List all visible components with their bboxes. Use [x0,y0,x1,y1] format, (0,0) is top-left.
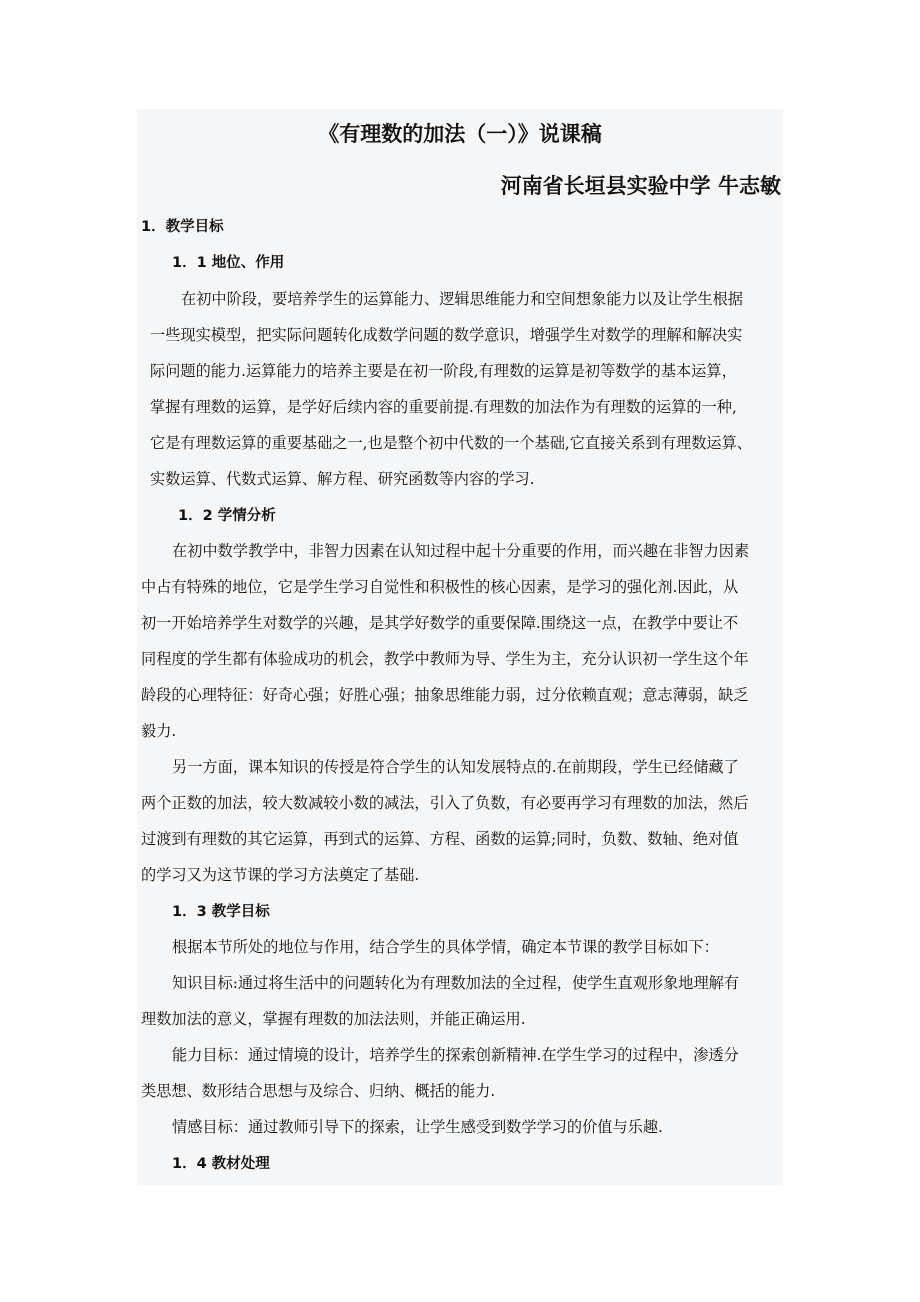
heading-student-analysis: 1．2 学情分析 [178,508,276,524]
paragraph-line: 情感目标：通过教师引导下的探索，让学生感受到数学学习的价值与乐趣. [172,1118,663,1136]
heading-teaching-objectives: 1．3 教学目标 [172,904,270,920]
paragraph-line: 另一方面，课本知识的传授是符合学生的认知发展特点的.在前期段，学生已经储藏了 [172,758,739,776]
paragraph-line: 它是有理数运算的重要基础之一,也是整个初中代数的一个基础,它直接关系到有理数运算、 [150,434,752,452]
paragraph-line: 初一开始培养学生对数学的兴趣，是其学好数学的重要保障.围绕这一点，在教学中要让不 [141,614,739,632]
paragraph-line: 同程度的学生都有体验成功的机会，教学中教师为导、学生为主，充分认识初一学生这个年 [141,650,749,668]
heading-position-role: 1．1 地位、作用 [172,255,285,271]
paragraph-line: 龄段的心理特征：好奇心强；好胜心强；抽象思维能力弱，过分依赖直观；意志薄弱，缺乏 [141,686,749,704]
document-title: 《有理数的加法（一）》说课稿 [318,122,602,146]
paragraph-line: 掌握有理数的运算，是学好后续内容的重要前提.有理数的加法作为有理数的运算的一种, [150,398,737,416]
paragraph-line: 根据本节所处的地位与作用，结合学生的具体学情，确定本节课的教学目标如下： [172,938,719,956]
paragraph-line: 过渡到有理数的其它运算，再到式的运算、方程、函数的运算;同时，负数、数轴、绝对值 [141,830,739,848]
paragraph-line: 一些现实模型，把实际问题转化成数学问题的数学意识，增强学生对数学的理解和解决实 [150,326,743,344]
document-author: 河南省长垣县实验中学 牛志敏 [500,174,781,198]
paragraph-line: 能力目标：通过情境的设计，培养学生的探索创新精神.在学生学习的过程中，渗透分 [172,1046,739,1064]
paragraph-line: 理数加法的意义，掌握有理数的加法法则，并能正确运用. [141,1010,526,1028]
paragraph-line: 两个正数的加法，较大数减较小数的减法，引入了负数，有必要再学习有理数的加法，然后 [141,794,749,812]
heading-teaching-goals: 1．教学目标 [141,219,224,235]
paragraph-line: 际问题的能力.运算能力的培养主要是在初一阶段,有理数的运算是初等数学的基本运算， [150,362,737,380]
paragraph-line: 在初中数学教学中，非智力因素在认知过程中起十分重要的作用，而兴趣在非智力因素 [172,542,750,560]
paragraph-line: 实数运算、代数式运算、解方程、研究函数等内容的学习. [150,470,535,488]
paragraph-line: 中占有特殊的地位，它是学生学习自觉性和积极性的核心因素，是学习的强化剂.因此，从 [141,578,739,596]
paragraph-line: 的学习又为这节课的学习方法奠定了基础. [141,866,420,884]
heading-textbook-handling: 1．4 教材处理 [172,1156,270,1172]
paragraph-line: 在初中阶段，要培养学生的运算能力、逻辑思维能力和空间想象能力以及让学生根据 [181,290,743,308]
paragraph-line: 类思想、数形结合思想与及综合、归纳、概括的能力. [141,1082,496,1100]
paragraph-line: 毅力. [141,722,177,740]
paragraph-line: 知识目标:通过将生活中的问题转化为有理数加法的全过程，使学生直观形象地理解有 [172,974,740,992]
